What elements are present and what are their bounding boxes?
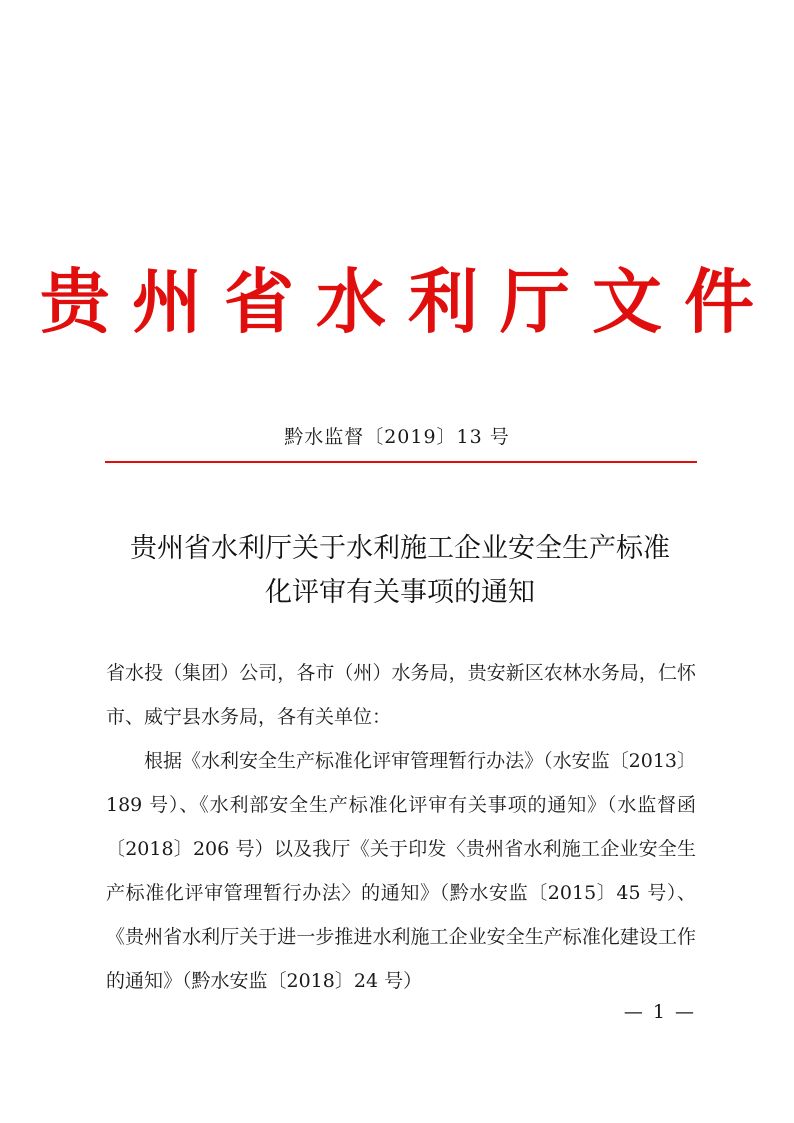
document-title [100, 527, 700, 615]
document-body [106, 651, 696, 1003]
document-title-line-2: 化评审有关事项的通知 [265, 577, 535, 608]
body-paragraph-1: 根据《水利安全生产标准化评审管理暂行办法》（水安监〔2013〕189 号）、《水利部安全生产标准化评审有关事项的通知》（水监督函〔2018〕206 号）以及我厅《关于印发〈贵州省水利施工企业安全生产标准化评审管理暂行办法〉的通知》（黔水安监〔2015〕45 号）、《贵州省水利厅关于进一步推进水利施工企业安全生产标准化建设工作的通知》（黔水安监〔2018〕24 号） [106, 750, 696, 992]
red-divider-line [105, 461, 697, 463]
document-title-line-1: 贵州省水利厅关于水利施工企业安全生产标准 [130, 533, 670, 564]
document-number: 黔水监督〔2019〕13 号 [284, 426, 510, 448]
page-number: — 1 — [623, 1001, 696, 1023]
masthead-title: 贵州省水利厅文件 [40, 261, 776, 343]
addressee: 省水投（集团）公司，各市（州）水务局，贵安新区农林水务局，仁怀市、威宁县水务局，各有关单位： [106, 662, 696, 728]
